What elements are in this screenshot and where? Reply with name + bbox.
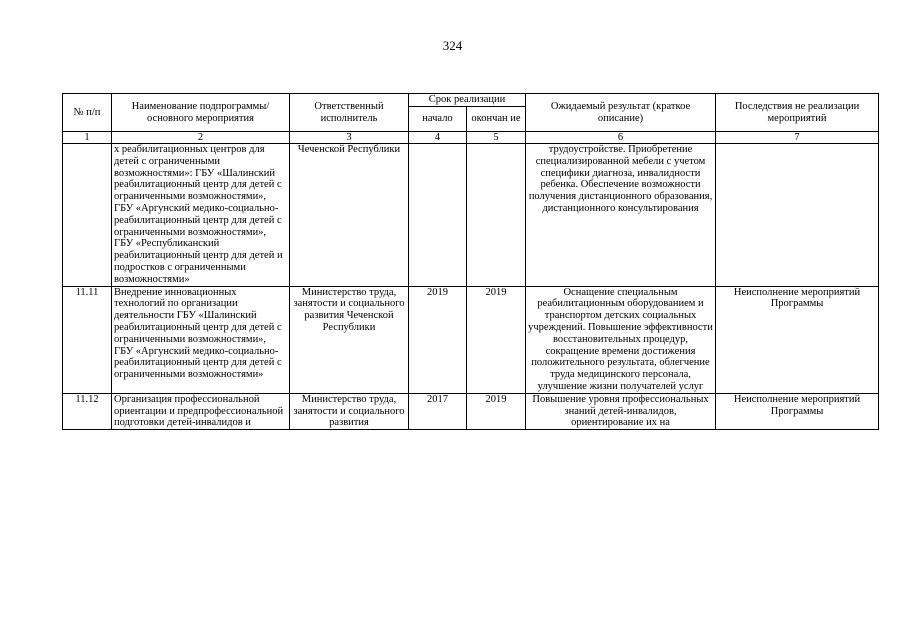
- measures-table: [62, 93, 879, 430]
- row-num: 11.11: [63, 286, 112, 393]
- row-start: [409, 144, 467, 287]
- column-number: 4: [409, 132, 467, 144]
- row-consequence: Неисполнение мероприятий Программы: [716, 286, 879, 393]
- row-name: Внедрение инновационных технологий по организации деятельности ГБУ «Шалинский реабилитационный центр для детей с ограниченными возможностями», ГБУ «Аргунский медико-социально-реабилитационный центр для детей с ограниченными возможностями»: [112, 286, 290, 393]
- table-row: [63, 286, 879, 393]
- row-num: [63, 144, 112, 287]
- table-row: [63, 393, 879, 429]
- page-number: 324: [442, 38, 463, 53]
- header-consequence: Последствия не реализации мероприятий: [716, 94, 879, 132]
- row-name: х реабилитационных центров для детей с ограниченными возможностями»: ГБУ «Шалинский реабилитационный центр для детей с ограниченными возможностями», ГБУ «Аргунский медико-социально-реабилитационный центр для детей с ограниченными возможностями», ГБУ «Республиканский реабилитационный центр для детей и подростков с ограниченными возможностями»: [112, 144, 290, 287]
- row-executor: Министерство труда, занятости и социального развития: [290, 393, 409, 429]
- header-name: Наименование подпрограммы/ основного мероприятия: [112, 94, 290, 132]
- header-period: Срок реализации: [409, 94, 526, 107]
- column-number: 5: [467, 132, 526, 144]
- row-consequence: [716, 144, 879, 287]
- header-row: [63, 94, 879, 107]
- column-number-row: [63, 132, 879, 144]
- row-executor: Чеченской Республики: [290, 144, 409, 287]
- column-number: 2: [112, 132, 290, 144]
- column-number: 6: [526, 132, 716, 144]
- row-end: 2019: [467, 393, 526, 429]
- header-start: начало: [409, 107, 467, 132]
- table-row: [63, 144, 879, 287]
- column-number: 7: [716, 132, 879, 144]
- row-result: Оснащение специальным реабилитационным оборудованием и транспортом детских социальных учреждений. Повышение эффективности восстановительных процедур, сокращение времени достижения положительного результата, облегчение труда медицинского персонала, улучшение жизни получателей услуг: [526, 286, 716, 393]
- row-result: трудоустройстве. Приобретение специализированной мебели с учетом специфики диагноза, инвалидности ребенка. Обеспечение возможности получения дистанционного образования, дистанционного консультирования: [526, 144, 716, 287]
- row-name: Организация профессиональной ориентации и предпрофессиональной подготовки детей-инвалидов и: [112, 393, 290, 429]
- header-num: № п/п: [63, 94, 112, 132]
- row-start: 2017: [409, 393, 467, 429]
- row-end: 2019: [467, 286, 526, 393]
- column-number: 3: [290, 132, 409, 144]
- row-end: [467, 144, 526, 287]
- row-consequence: Неисполнение мероприятий Программы: [716, 393, 879, 429]
- header-executor: Ответственный исполнитель: [290, 94, 409, 132]
- row-executor: Министерство труда, занятости и социального развития Чеченской Республики: [290, 286, 409, 393]
- header-end: окончан ие: [467, 107, 526, 132]
- column-number: 1: [63, 132, 112, 144]
- row-start: 2019: [409, 286, 467, 393]
- row-result: Повышение уровня профессиональных знаний детей-инвалидов, ориентирование их на: [526, 393, 716, 429]
- row-num: 11.12: [63, 393, 112, 429]
- header-result: Ожидаемый результат (краткое описание): [526, 94, 716, 132]
